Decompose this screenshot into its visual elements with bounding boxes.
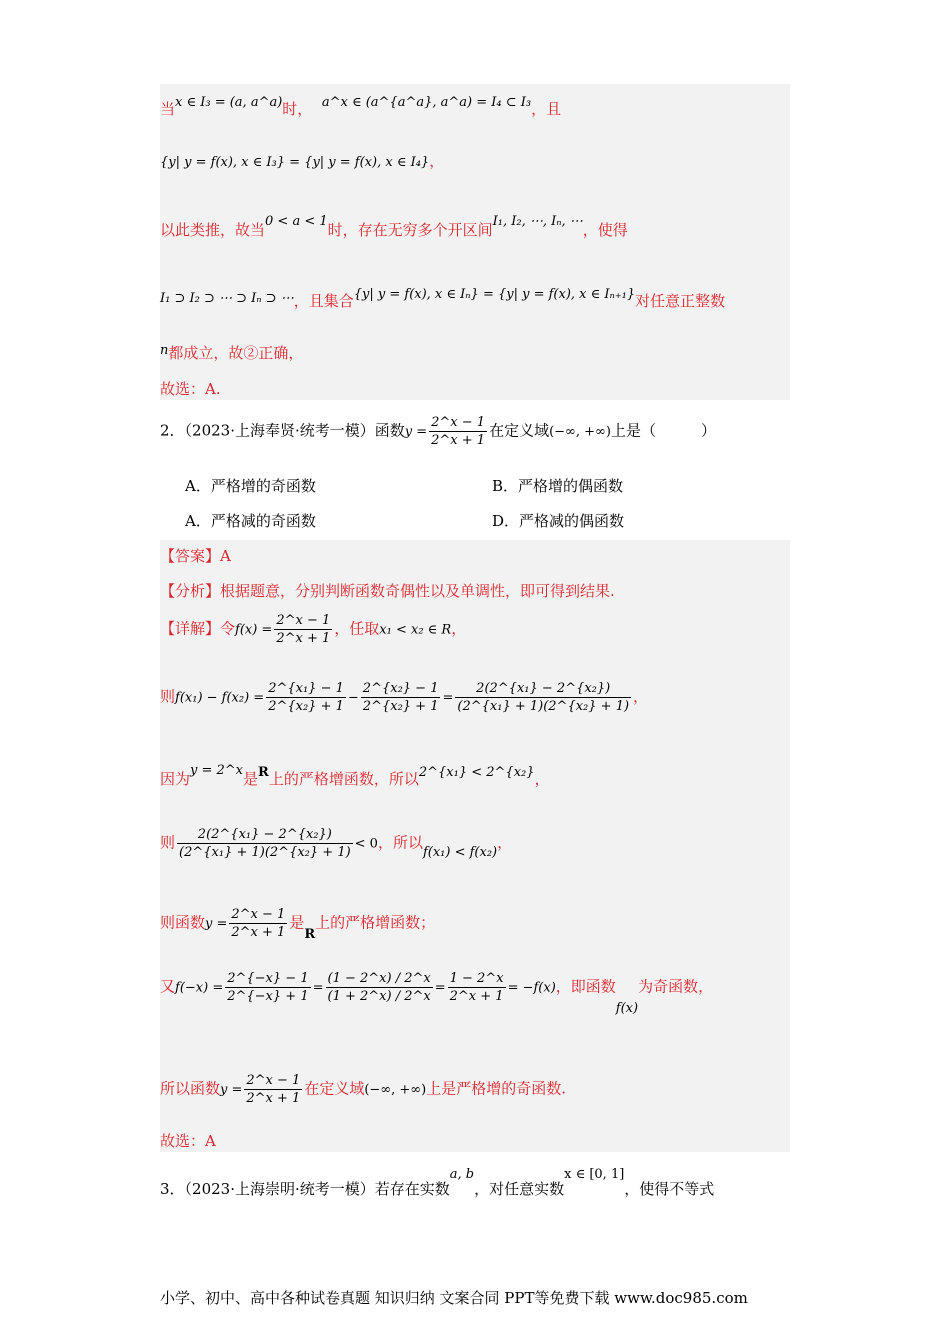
option-a[interactable]: A．严格增的奇函数 <box>185 477 316 495</box>
detail-fraction: $\frac{2\^{}x - 1}{2\^{}x + 1}$ <box>276 613 331 646</box>
b1-line4: I₁ ⊃ I₂ ⊃ ⋯ ⊃ Iₙ ⊃ ⋯，且集合{y| y = f(x), x ∈ Iₙ} = {y| y = f(x), x ∈ Iₙ₊₁}对任意正整数 <box>160 287 726 310</box>
b1-line1: 当x ∈ I₃ = (a, a^a)时， a^x ∈ (a^{a^a}, a^a) = I₄ ⊂ I₃，且 <box>160 95 562 118</box>
b1-line5: n都成立，故②正确， <box>160 343 304 362</box>
question-3: 3．（2023·上海崇明·统考一模）若存在实数a, b，对任意实数x ∈ [0, 1]，使得不等式 <box>160 1167 715 1198</box>
b1-math-7: {y| y = f(x), x ∈ Iₙ} = {y| y = f(x), x ∈ Iₙ₊₁} <box>353 287 636 302</box>
option-d[interactable]: D．严格减的偶函数 <box>492 512 625 530</box>
b1-math-3: {y| y = f(x), x ∈ I₃} = {y| y = f(x), x ∈ I₄} <box>160 155 430 170</box>
footer-text: 小学、初中、高中各种试卷真题 知识归纳 文案合同 PPT等免费下载 www.doc985.com <box>160 1289 748 1307</box>
odd-line: 又f(−x) = $\frac{2\^{}\{-x\} - 1}{2\^{}\{-x\} + 1}$ = $\frac{(1 - 2\^{}x) / 2\^{}x}{(1 + 2\^{}x) / 2\^{}x}$ = $\frac{1 - 2\^{}x}{2\^{}x + 1}$ = −f(x)，即函数f(x)为奇函数， <box>160 971 714 1016</box>
question-2: 2．（2023·上海奉贤·统考一模）函数y = $\frac{2\^{}x - 1}{2\^{}x + 1}$ 在定义域(−∞, +∞)上是（ ） <box>160 415 716 448</box>
q2-fraction: $\frac{2\^{}x - 1}{2\^{}x + 1}$ <box>431 415 486 448</box>
b1-line3: 以此类推，故当0 < a < 1时，存在无穷多个开区间I₁, I₂, ⋯, Iₙ, ⋯，使得 <box>160 214 628 239</box>
b1-math-2: a^x ∈ (a^{a^a}, a^a) = I₄ ⊂ I₃ <box>321 95 532 110</box>
b1-math-6: I₁ ⊃ I₂ ⊃ ⋯ ⊃ Iₙ ⊃ ⋯ <box>160 291 294 306</box>
option-c[interactable]: A．严格减的奇函数 <box>185 512 316 530</box>
choose-line: 故选：A <box>160 1132 216 1150</box>
option-b[interactable]: B．严格增的偶函数 <box>492 477 624 495</box>
b1-line6: 故选：A. <box>160 380 221 398</box>
answer-line: 【答案】A <box>160 547 231 565</box>
because-line: 因为y = 2^x是R上的严格增函数，所以2^{x₁} < 2^{x₂}， <box>160 763 550 788</box>
b1-math-1: x ∈ I₃ = (a, a^a) <box>175 95 283 110</box>
b1-math-4: 0 < a < 1 <box>265 214 328 229</box>
increasing-line: 则函数y = $\frac{2\^{}x - 1}{2\^{}x + 1}$ 是R上的严格增函数； <box>160 907 436 942</box>
analysis-line: 【分析】根据题意，分别判断函数奇偶性以及单调性，即可得到结果. <box>160 582 615 600</box>
inequality-line: 则 $\frac{\text{2(2\textasciicircum{}\{x₁\} − 2\textasciicircum{}\{x₂\})}}{\text{(2\textasciicircum{}\{x₁\} + 1)(2\textasciicircum{}\{x₂\} + 1)}}$ < 0，所以f(x₁) < f(x₂)， <box>160 827 513 860</box>
detail-line: 【详解】令f(x) = $\frac{2\^{}x - 1}{2\^{}x + 1}$ ，任取x₁ < x₂ ∈ R， <box>160 613 467 646</box>
conclusion-line: 所以函数y = $\frac{2\^{}x - 1}{2\^{}x + 1}$ 在定义域(−∞, +∞)上是严格增的奇函数. <box>160 1073 566 1106</box>
b1-math-5: I₁, I₂, ⋯, Iₙ, ⋯ <box>492 214 583 229</box>
b1-line2: {y| y = f(x), x ∈ I₃} = {y| y = f(x), x ∈ I₄}， <box>160 152 445 170</box>
difference-line: 则f(x₁) − f(x₂) = $\frac{\text{2\textasciicircum{}\{x₁\} − 1}}{\text{2\textasciicircum{}\{x₂\} + 1}}$ − $\frac{\text{2\textasciicircum{}\{x₂\} − 1}}{\text{2\textasciicircum{}\{x₂\} + 1}}$ = $\frac{\text{2(2\textasciicircum{}\{x₁\} − 2\textasciicircum{}\{x₂\})}}{\text{(2\textasciicircum{}\{x₁\} + 1)(2\textasciicircum{}\{x₂\} + 1)}}$ ， <box>160 681 649 714</box>
